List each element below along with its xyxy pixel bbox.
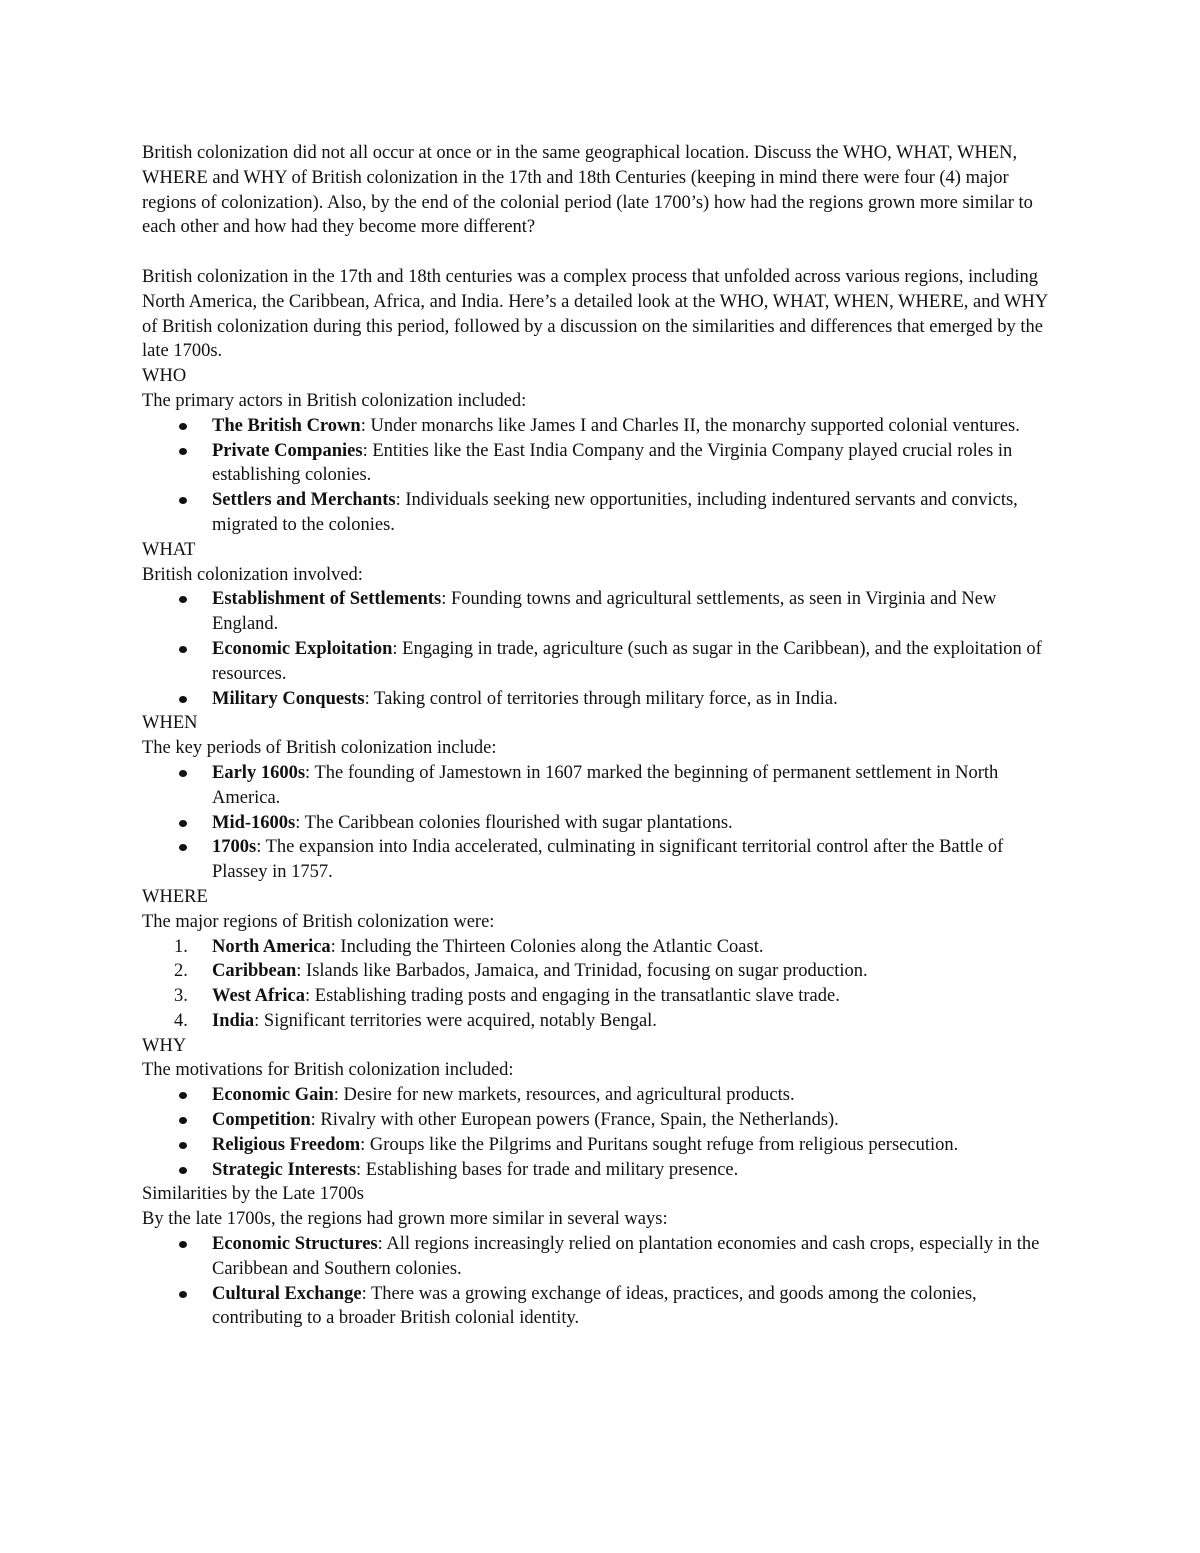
bullet-icon: [179, 423, 187, 430]
similarities-item-cultural: [142, 1282, 1062, 1332]
bullet-icon: [179, 770, 187, 777]
list-text: : Significant territories were acquired, notably Bengal.: [254, 1010, 657, 1031]
list-term: Establishment of Settlements: [212, 589, 442, 610]
why-list: [142, 1083, 1062, 1182]
list-term: Settlers and Merchants: [212, 490, 396, 511]
bullet-icon: [179, 820, 187, 827]
list-term: Religious Freedom: [212, 1134, 361, 1155]
list-text: : The founding of Jamestown in 1607 marked the beginning of permanent settlement in North America.: [212, 762, 999, 808]
list-term: Private Companies: [212, 440, 363, 461]
where-item-north-america: [142, 935, 1062, 960]
list-text: : Individuals seeking new opportunities, including indentured servants and convicts, migrated to the colonies.: [212, 490, 1018, 535]
similarities-item-economic: [142, 1232, 1062, 1282]
bullet-icon: [179, 1117, 187, 1124]
what-item-military: [142, 687, 1062, 712]
when-item-early: [142, 761, 1062, 811]
list-term: Early 1600s: [212, 762, 306, 783]
list-term: The British Crown: [212, 415, 361, 436]
list-text: : Rivalry with other European powers (France, Spain, the Netherlands).: [310, 1110, 839, 1131]
bullet-icon: [179, 844, 187, 851]
list-text: : The expansion into India accelerated, culminating in significant territorial control after the Battle of Plassey in 1757.: [212, 837, 1004, 883]
list-text: : Founding towns and agricultural settlements, as seen in Virginia and New England.: [212, 589, 997, 635]
similarities-list: [142, 1232, 1062, 1331]
list-number: 4.: [174, 1010, 188, 1031]
list-text: : Establishing trading posts and engaging in the transatlantic slave trade.: [305, 986, 840, 1007]
list-text: : Entities like the East India Company and the Virginia Company played crucial roles in establishing colonies.: [212, 440, 1013, 486]
why-item-economic-gain: [142, 1083, 1062, 1108]
who-item-crown: [142, 414, 1062, 439]
list-term: Mid-1600s: [212, 812, 296, 833]
when-list: [142, 761, 1062, 885]
list-term: India: [212, 1010, 255, 1031]
bullet-icon: [179, 448, 187, 455]
list-term: Economic Exploitation: [212, 638, 393, 659]
what-item-economic: [142, 637, 1062, 687]
who-list: [142, 414, 1062, 538]
bullet-icon: [179, 497, 187, 504]
why-heading: WHY: [142, 1035, 187, 1056]
list-text: : There was a growing exchange of ideas, practices, and goods among the colonies, contributing to a broader British colonial identity.: [212, 1283, 977, 1329]
list-text: : Desire for new markets, resources, and agricultural products.: [333, 1085, 795, 1106]
list-term: 1700s: [212, 837, 257, 858]
bullet-icon: [179, 596, 187, 603]
list-text: : Islands like Barbados, Jamaica, and Trinidad, focusing on sugar production.: [296, 961, 868, 982]
when-lead: The key periods of British colonization include:: [142, 738, 497, 759]
why-item-religious: [142, 1133, 1062, 1158]
list-term: Strategic Interests: [212, 1159, 357, 1180]
bullet-icon: [179, 696, 187, 703]
list-number: 2.: [174, 961, 188, 982]
list-text: : All regions increasingly relied on plantation economies and cash crops, especially in the Caribbean and Southern colonies.: [212, 1234, 1040, 1279]
where-list: [142, 935, 1062, 1034]
list-text: : Taking control of territories through military force, as in India.: [364, 688, 838, 709]
list-text: : Under monarchs like James I and Charles II, the monarchy supported colonial ventures.: [360, 415, 1020, 436]
who-item-settlers: [142, 488, 1062, 538]
bullet-icon: [179, 1291, 187, 1298]
where-item-india: [142, 1009, 1062, 1034]
who-lead: The primary actors in British colonization included:: [142, 390, 527, 411]
why-item-strategic: [142, 1158, 1062, 1183]
list-term: Military Conquests: [212, 688, 365, 709]
list-term: West Africa: [212, 986, 305, 1007]
list-text: : The Caribbean colonies flourished with sugar plantations.: [295, 812, 733, 833]
list-text: : Including the Thirteen Colonies along the Atlantic Coast.: [330, 936, 764, 957]
question-paragraph: British colonization did not all occur at once or in the same geographical location. Discuss the WHO, WHAT, WHEN, WHERE and WHY of British colonization in the 17th and 18th Centuries (keeping in mind there were four (4) major regions of colonization). Also, by the end of the colonial period (late 1700’s) how had the regions grown more similar to each other and how had they become more different?: [142, 143, 1033, 238]
document-page: [142, 141, 1062, 1331]
where-item-west-africa: [142, 984, 1062, 1009]
where-heading: WHERE: [142, 886, 208, 907]
similarities-heading: Similarities by the Late 1700s: [142, 1184, 364, 1205]
paragraph-gap: [142, 240, 1062, 265]
list-text: : Engaging in trade, agriculture (such as sugar in the Caribbean), and the exploitation of resources.: [212, 638, 1042, 684]
where-item-caribbean: [142, 959, 1062, 984]
bullet-icon: [179, 1092, 187, 1099]
list-text: : Groups like the Pilgrims and Puritans sought refuge from religious persecution.: [360, 1134, 959, 1155]
who-heading: WHO: [142, 366, 187, 387]
list-term: Cultural Exchange: [212, 1283, 362, 1304]
who-item-companies: [142, 439, 1062, 489]
list-term: Economic Structures: [212, 1234, 378, 1255]
list-number: 1.: [174, 936, 188, 957]
similarities-lead: By the late 1700s, the regions had grown more similar in several ways:: [142, 1209, 668, 1230]
list-term: Competition: [212, 1110, 311, 1131]
why-item-competition: [142, 1108, 1062, 1133]
list-number: 3.: [174, 986, 188, 1007]
bullet-icon: [179, 1142, 187, 1149]
when-item-mid: [142, 811, 1062, 836]
why-lead: The motivations for British colonization included:: [142, 1060, 514, 1081]
intro-paragraph: British colonization in the 17th and 18th centuries was a complex process that unfolded across various regions, including North America, the Caribbean, Africa, and India. Here’s a detailed look at the WHO, WHAT, WHEN, WHERE, and WHY of British colonization during this period, followed by a discussion on the similarities and differences that emerged by the late 1700s.: [142, 266, 1048, 362]
where-lead: The major regions of British colonization were:: [142, 911, 495, 932]
what-heading: WHAT: [142, 539, 196, 560]
what-list: [142, 587, 1062, 711]
what-lead: British colonization involved:: [142, 564, 363, 585]
what-item-settlements: [142, 587, 1062, 637]
bullet-icon: [179, 646, 187, 653]
list-term: Economic Gain: [212, 1085, 334, 1106]
list-term: North America: [212, 936, 331, 957]
when-item-1700s: [142, 835, 1062, 885]
list-term: Caribbean: [212, 961, 297, 982]
bullet-icon: [179, 1241, 187, 1248]
list-text: : Establishing bases for trade and military presence.: [356, 1159, 739, 1180]
bullet-icon: [179, 1167, 187, 1174]
when-heading: WHEN: [142, 713, 198, 734]
